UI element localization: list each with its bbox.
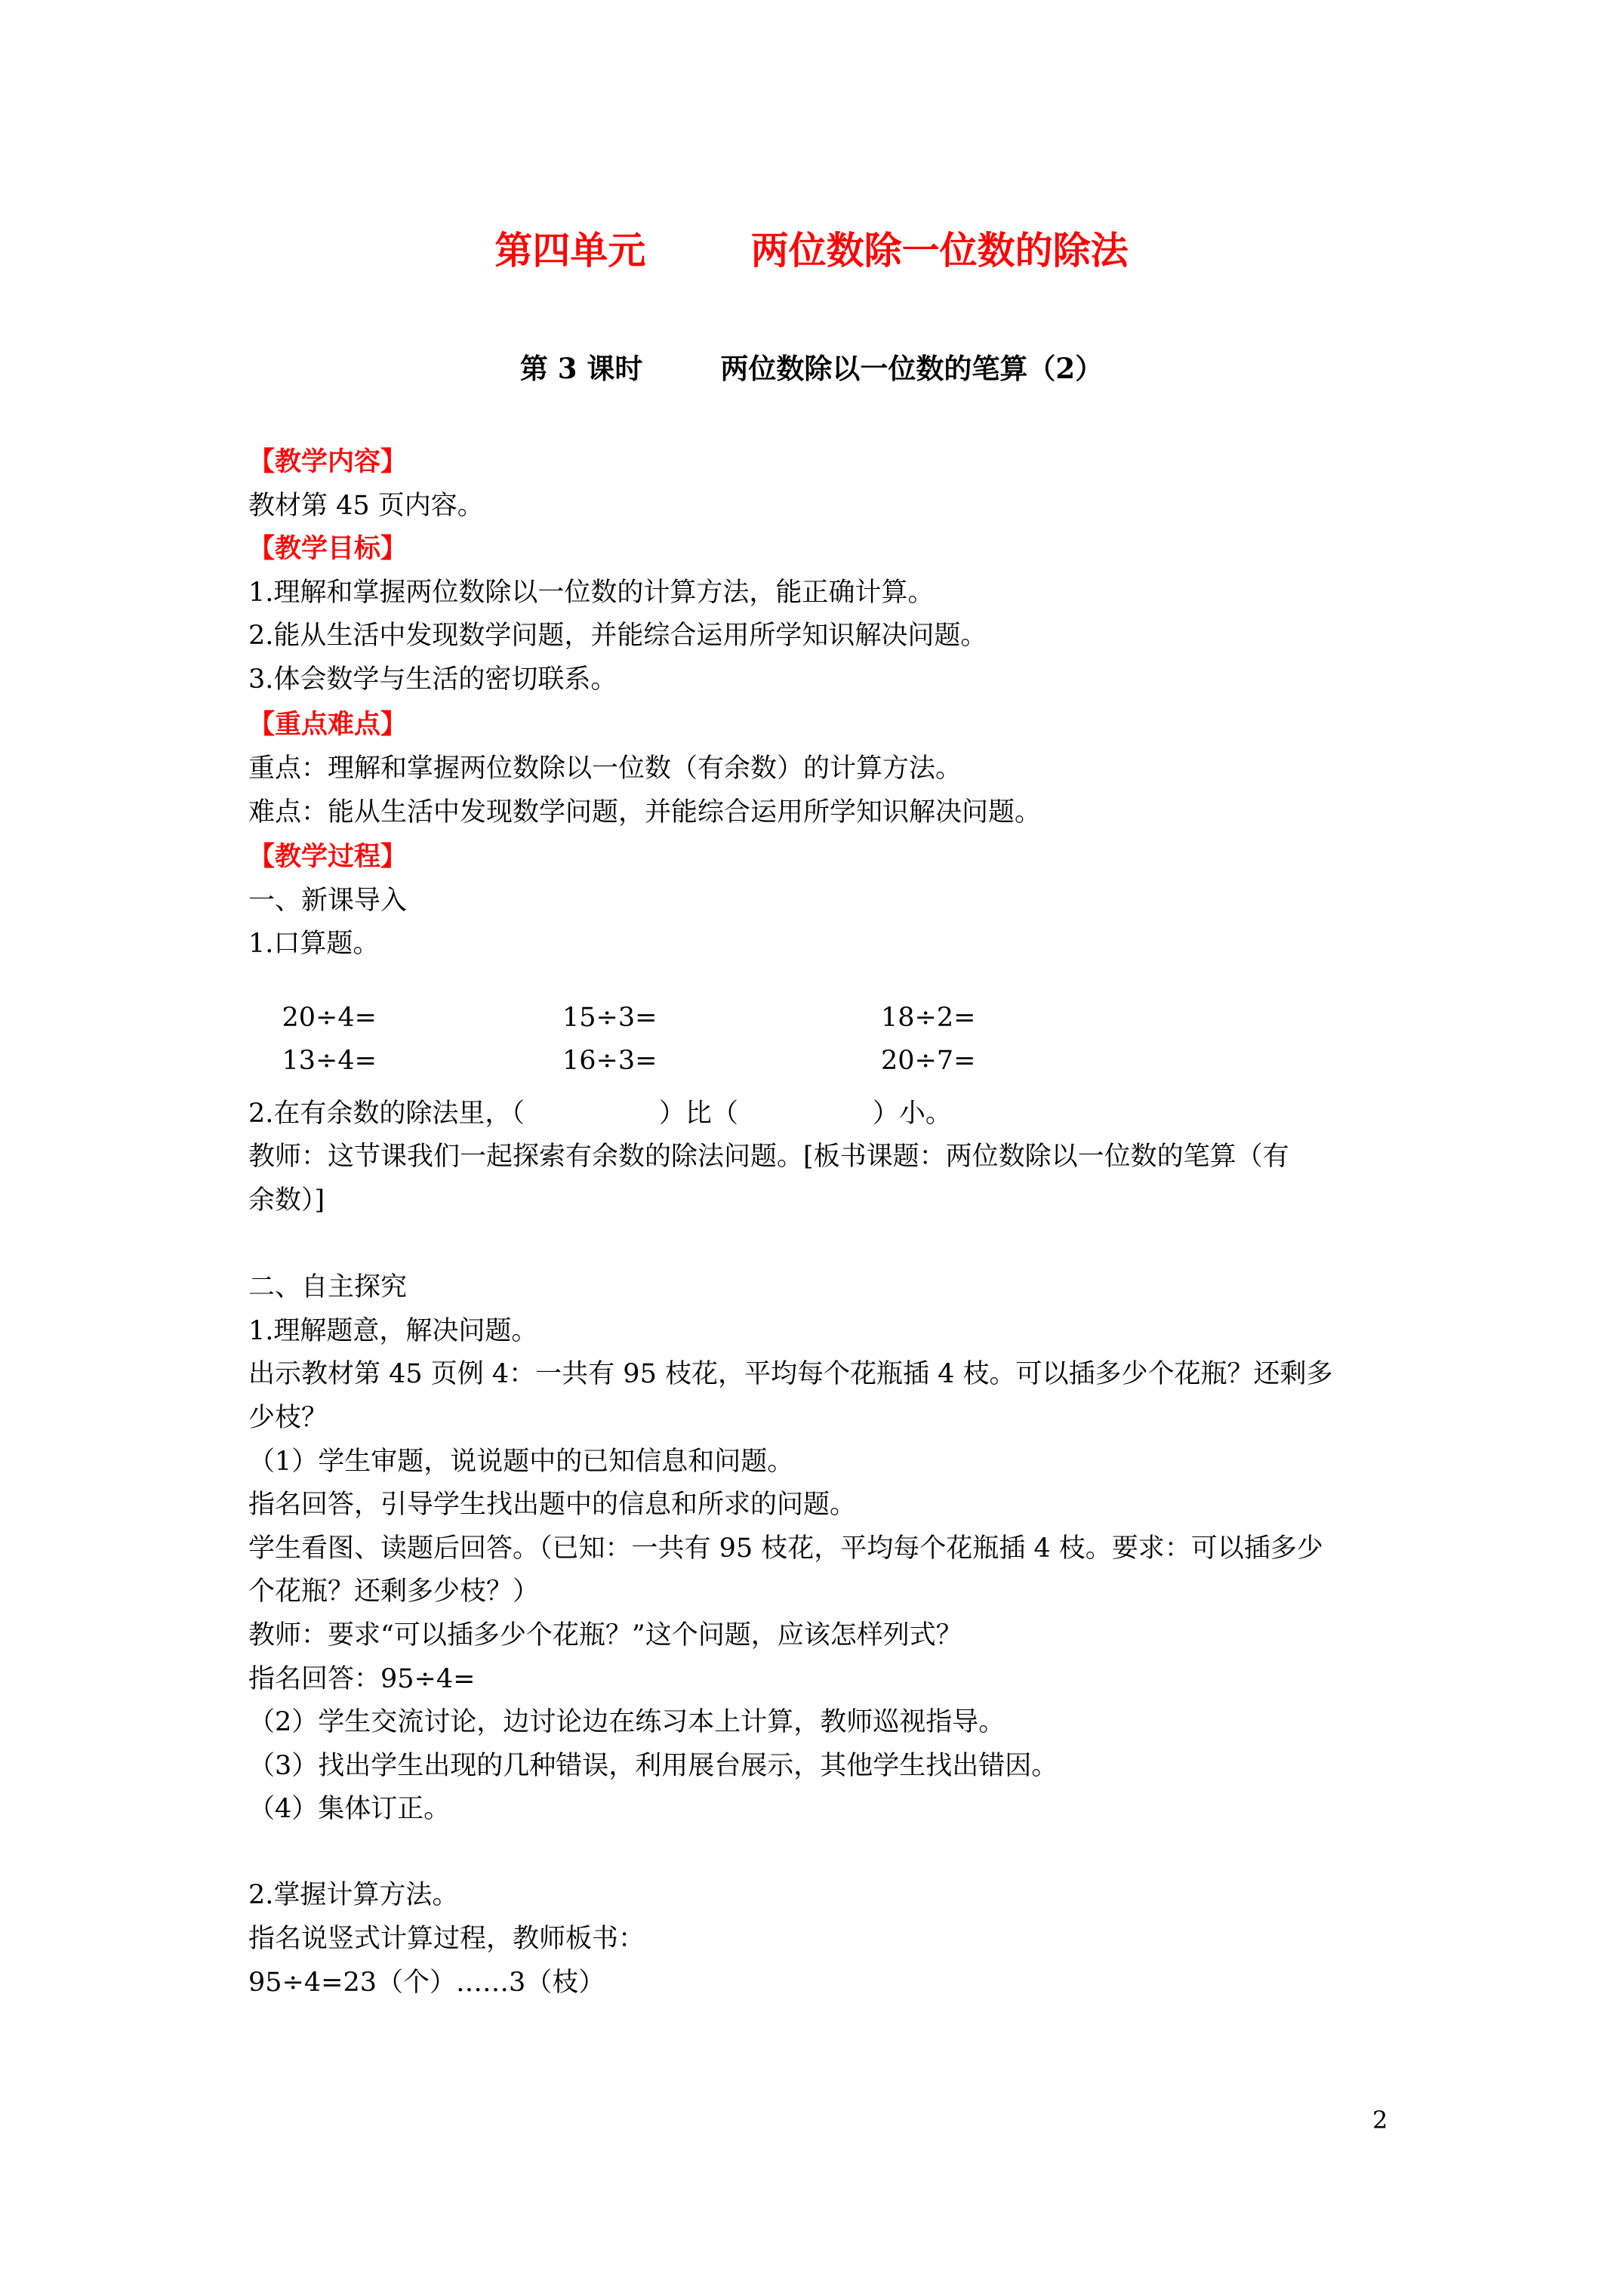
part2-line: 1.理解题意，解决问题。: [248, 1316, 538, 1346]
part1-heading: 一、新课导入: [248, 886, 408, 916]
part2-line: （3）找出学生出现的几种错误，利用展台展示，其他学生找出错因。: [248, 1751, 1058, 1781]
part2-line: 教师：要求“可以插多少个花瓶？”这个问题，应该怎样列式？: [248, 1620, 962, 1650]
part1-item2: 2.在有余数的除法里，（ ）比（ ）小。: [248, 1099, 952, 1129]
section-heading-content: 【教学内容】: [248, 446, 408, 477]
difficult-point: 难点：能从生活中发现数学问题，并能综合运用所学知识解决问题。: [248, 797, 1042, 827]
content-text: 教材第 45 页内容。: [248, 491, 484, 521]
part2-line: （2）学生交流讨论，边讨论边在练习本上计算，教师巡视指导。: [248, 1707, 1006, 1737]
part2-line: 个花瓶？还剩多少枝？）: [248, 1576, 540, 1607]
part2-line: （4）集体订正。: [248, 1794, 451, 1824]
section-heading-key: 【重点难点】: [248, 709, 408, 740]
goal-item: 2.能从生活中发现数学问题，并能综合运用所学知识解决问题。: [248, 621, 987, 651]
part2-line: 指名说竖式计算过程，教师板书：: [248, 1924, 645, 1954]
part1-item1: 1.口算题。: [248, 929, 380, 959]
unit-title: 第四单元 两位数除一位数的除法: [494, 228, 1129, 273]
part2-line: 95÷4=23（个）……3（枝）: [248, 1968, 605, 1998]
key-point: 重点：理解和掌握两位数除以一位数（有余数）的计算方法。: [248, 754, 962, 784]
oral-problem: 15÷3=: [562, 1003, 658, 1033]
part2-line: 学生看图、读题后回答。（已知：一共有 95 枝花，平均每个花瓶插 4 枝。要求：可以插多少: [248, 1533, 1323, 1564]
part2-line: （1）学生审题，说说题中的已知信息和问题。: [248, 1447, 794, 1477]
teacher-text: 教师：这节课我们一起探索有余数的除法问题。[板书课题：两位数除以一位数的笔算（有: [248, 1142, 1289, 1172]
teacher-text: 余数）]: [248, 1185, 325, 1216]
part2-heading: 二、自主探究: [248, 1272, 408, 1302]
section-heading-goals: 【教学目标】: [248, 533, 408, 564]
oral-problem: 20÷7=: [881, 1046, 976, 1076]
part2-line: 指名回答：95÷4=: [248, 1664, 476, 1694]
page-number: 2: [1372, 2106, 1388, 2134]
oral-problem: 13÷4=: [282, 1046, 377, 1076]
oral-problem: 16÷3=: [562, 1046, 658, 1076]
goal-item: 3.体会数学与生活的密切联系。: [248, 664, 617, 695]
part2-line: 2.掌握计算方法。: [248, 1880, 459, 1910]
section-heading-process: 【教学过程】: [248, 841, 408, 872]
lesson-subtitle: 第 3 课时 两位数除以一位数的笔算（2）: [519, 352, 1104, 385]
part2-line: 指名回答，引导学生找出题中的信息和所求的问题。: [248, 1490, 857, 1520]
oral-problem: 20÷4=: [282, 1003, 377, 1033]
oral-problem: 18÷2=: [881, 1003, 976, 1033]
part2-line: 出示教材第 45 页例 4：一共有 95 枝花，平均每个花瓶插 4 枝。可以插多少个花瓶？还剩多: [248, 1359, 1333, 1389]
part2-line: 少枝？: [248, 1403, 328, 1433]
goal-item: 1.理解和掌握两位数除以一位数的计算方法，能正确计算。: [248, 578, 935, 608]
